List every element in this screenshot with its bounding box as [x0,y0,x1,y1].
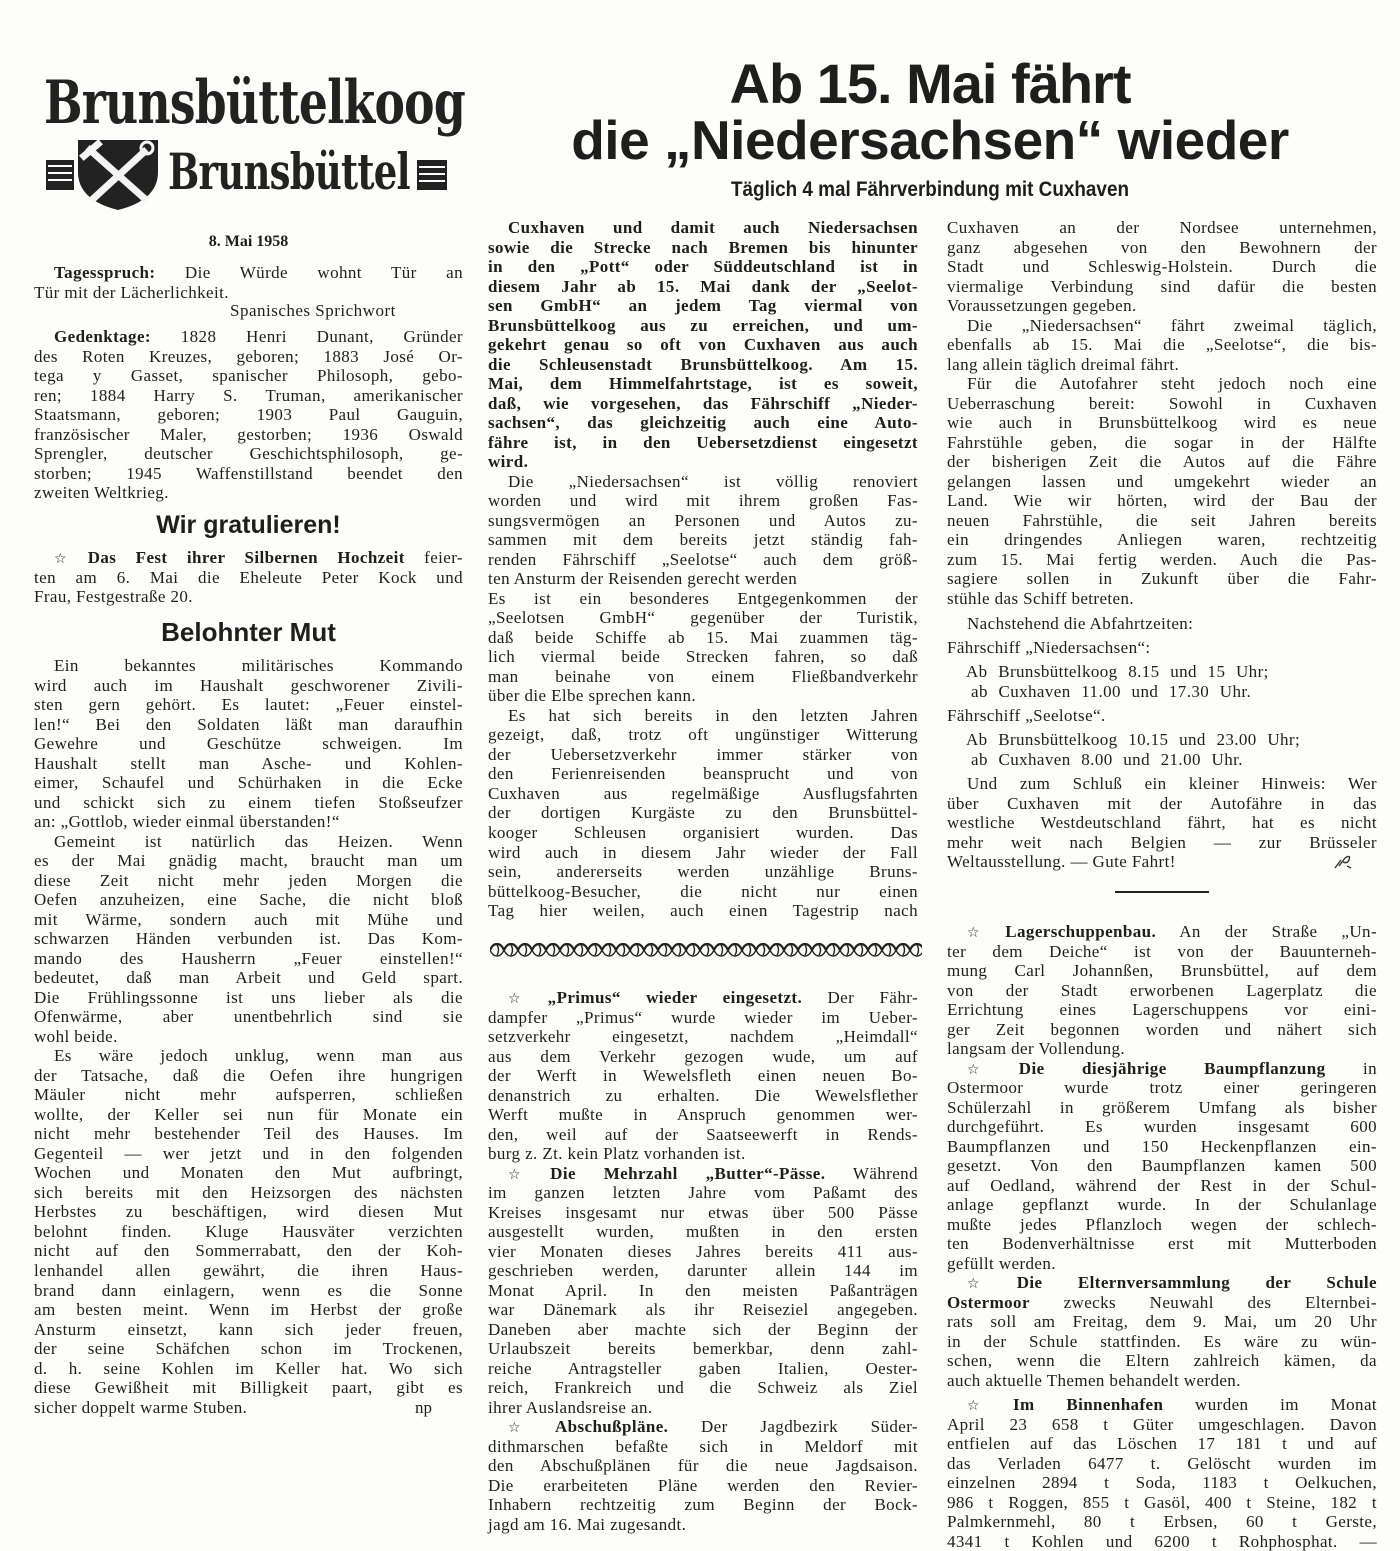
text-line: aus dem Verkehr gezogen wude, um auf [488,1046,918,1066]
text-line: Die „Niedersachsen“ ist völlig renoviert [508,471,918,491]
text-line: büttelkoog-Besucher, die nicht nur einen [488,881,918,901]
author-initials: np [415,1398,432,1417]
paragraph [947,218,1377,316]
text-line: Sprengler, deutscher Geschichtsphilosoph, ge- [34,444,463,464]
article-niedersachsen-body [488,218,918,921]
text-line: nicht auf den Sommerrabatt, den der Koh- [34,1241,463,1261]
text-line: Tür mit der Lächerlichkeit. [34,282,229,302]
text-line: Inhabern rechtzeitig zum Beginn der Bock- [488,1495,918,1515]
text-line: renden Fährschiff „Seelotse“ auch dem größ- [488,549,918,569]
news-binnenhafen [947,1395,1377,1551]
text-line: schen, wenn die Eltern zahlreich kämen, da [947,1351,1377,1371]
masthead-title-brunsbuettelkoog: Brunsbüttelkoog [44,68,465,138]
text-line: Fahrstühle geben, die sogar in der Hälfte [947,432,1377,452]
text-line: Ofenwärme, aber unentbehrlich sind sie [34,1007,463,1027]
text-line: Daneben aber machte sich der Beginn der [488,1319,918,1339]
text-line: über die Elbe sprechen kann. [488,686,697,706]
author-signum-icon [1333,852,1355,872]
masthead-title-brunsbuettel: Brunsbüttel [168,142,410,201]
paragraph [34,1046,463,1417]
text-line: Es wäre jedoch unklug, wenn man aus [54,1046,463,1066]
text-line: diese Zeit nicht mehr jeden Morgen die [34,870,463,890]
text-line: ten am 6. Mai die Eheleute Peter Kock und [34,567,463,587]
text-line: von der Stadt erworbenen Lagerplatz die [947,980,1377,1000]
text-line: mehr weit nach Belgien — zur Brüsseler [947,832,1377,852]
text-line: daß beide Schiffe ab 15. Mai zuammen täg- [488,627,918,647]
text-line [488,1164,918,1184]
text-line: Es hat sich bereits in den letzten Jahren [508,705,918,725]
text-line: Stadt und Schleswig-Holstein. Durch die [947,257,1377,277]
masthead [40,60,465,220]
line-text: feier- [404,548,463,567]
text-line [947,922,1377,942]
text-line: zweiten Weltkrieg. [34,483,169,503]
section-rule [1115,891,1209,893]
text-line: Herbstes zu beschäftigen, wird diesen Mut [34,1202,463,1222]
text-line: und schickt sich zu einem tiefen Stoßseufzer [34,792,463,812]
section-heading-congratulations: Wir gratulieren! [156,511,341,539]
paragraph [947,316,1377,375]
star-bullet-icon: ☆ [508,1420,549,1437]
quote-attribution: Spanisches Sprichwort [230,301,396,320]
text-line: wie auch in Brunsbüttelkoog wird es neue [947,413,1377,433]
star-bullet-icon: ☆ [54,551,82,567]
text-line: sagiere sollen in Zukunft über die Fahr- [947,569,1377,589]
schedule-ship1-cuxhaven: ab Cuxhaven 11.00 und 17.30 Uhr. [971,682,1252,701]
text-line: bedeutet, daß man Arbeit und Geld spart. [34,968,463,988]
text-line: Ostermoor wurde trotz einer geringeren [947,1078,1377,1098]
text-line: belohnt finden. Kluge Hausväter verzichten [34,1221,463,1241]
star-bullet-icon: ☆ [508,1166,545,1183]
text-line: gekehrt genau so oft von Cuxhaven aus auch [488,335,918,355]
star-bullet-icon: ☆ [967,925,1000,941]
star-bullet-icon: ☆ [967,1276,1011,1293]
schedule-ship2-cuxhaven: ab Cuxhaven 8.00 und 21.00 Uhr. [971,750,1243,769]
bold-lead-in: Das Fest ihrer Silbernen Hochzeit [87,548,405,567]
text-line: wird auch in diesem Jahr wieder der Fall [488,842,918,862]
text-line: Gewehre und Geschütze schweigen. Im [34,734,463,754]
text-line: Wochen und Monaten den Mut aufbringt, [34,1163,463,1183]
text-line: ten Ansturm der Reisenden gerecht werden [488,569,798,589]
text-line: auch aktuelle Themen behandelt werden. [947,1370,1241,1390]
text-line: an: „Gottlob, wieder einmal überstanden!“ [34,812,340,832]
line-text: wurden im Monat [1163,1395,1378,1414]
text-line: eimer, Schaufel und Schürhaken in die Ecke [34,773,463,793]
text-line: lang allein täglich dreimal fährt. [947,354,1180,374]
text-line: diesem Jahr ab 15. Mai dank der „Seelot- [488,276,918,296]
text-line: Ansturm einsetzt, kann sich jeder freuen, [34,1319,463,1339]
congratulations-item [34,548,463,607]
text-line: diese Gewißheit mit Billigkeit paart, gibt es [34,1378,463,1398]
coat-of-arms-icon [40,132,170,212]
text-line: fähre ist, in den Uebersetzdienst eingesetzt [488,432,918,452]
paragraph [488,589,918,706]
local-news-right [947,922,1377,1390]
text-line: stühle das Schiff betreten. [947,588,1135,608]
line-text: 1828 Henri Dunant, Gründer [150,327,463,346]
text-line: ten Bodenverhältnisse erst mit Mutterboden [947,1234,1377,1254]
text-line: der bisherigen Zeit die Autos auf die Fähre [947,452,1377,472]
text-line: den Ferienreisenden beansprucht und von [488,764,918,784]
text-line [488,1417,918,1437]
text-line: den, weil auf der Saatseewerft in Rends- [488,1124,918,1144]
schedule-ship1-brunsbuettelkoog: Ab Brunsbüttelkoog 8.15 und 15 Uhr; [966,662,1269,681]
text-line: sowie die Strecke nach Bremen bis hinunter [488,237,918,257]
text-line: ren; 1884 Harry S. Truman, amerikanischer [34,385,463,405]
text-line: den Abschußplänen für die neue Jagdsaison. [488,1456,918,1476]
text-line: reiche Antragsteller gaben Italien, Oester- [488,1358,918,1378]
text-line: der dortigen Kurgäste zu den Brunsbüttel- [488,803,918,823]
text-line: es der Mai gnädig macht, braucht man um [34,851,463,871]
text-line: mung Carl Johannßen, Brunsbüttel, auf dem [947,961,1377,981]
text-line: burg z. Zt. kein Platz vorhanden ist. [488,1144,746,1164]
text-line: Cuxhaven an der Nordsee unternehmen, [947,218,1377,237]
text-line: ihrer Auslandsreise an. [488,1397,653,1417]
text-line: sein, andererseits werden unzählige Bruns- [488,862,918,882]
paragraph [34,263,463,302]
text-line: brand dann einlagern, wenn es die Sonne [34,1280,463,1300]
article-belohnter-mut [34,656,463,1417]
paragraph [947,774,1377,872]
text-line: Voraussetzungen gegeben. [947,296,1137,316]
text-line: gesetzt. Von den Baumpflanzen kamen 500 [947,1156,1377,1176]
text-line: mando des Hausherrn „Feuer einstellen!“ [34,948,463,968]
text-line: wird. [488,452,529,472]
text-line: lenhandel allen gewährt, die ihren Haus- [34,1260,463,1280]
bold-lead-in: Die Mehrzahl „Butter“-Pässe. [550,1163,826,1183]
text-line: mit Wärme, sondern auch mit Mühe und [34,909,463,929]
text-line: war Dänemark als ihr Reiseziel angegeben. [488,1300,918,1320]
text-line: Haushalt stellt man Asche- und Kohlen- [34,753,463,773]
bold-lead-in: Im Binnenhafen [1013,1395,1164,1414]
text-line: die Schleusenstadt Brunsbüttelkoog. Am 15. [488,354,918,374]
text-line: wohl beide. [34,1026,118,1046]
text-line: Schülerzahl in größerem Umfang als bisher [947,1097,1377,1117]
text-line [488,988,918,1008]
schedule-ship2-brunsbuettelkoog: Ab Brunsbüttelkoog 10.15 und 23.00 Uhr; [966,730,1301,749]
text-line: ter dem Deiche“ ist von der Bauunterneh- [947,941,1377,961]
text-line: schwarzen Händen verbunden ist. Das Kom- [34,929,463,949]
text-line [947,1293,1377,1313]
text-line: „Seelotsen GmbH“ gegenüber der Turistik, [488,608,918,628]
text-line: sungsvermögen an Personen und Autos zu- [488,510,918,530]
text-line: Frau, Festgestraße 20. [34,587,193,607]
text-line: gezeigt, daß, trotz oft ungünstiger Witterung [488,725,918,745]
text-line: Werft mußte in Anspruch genommen wer- [488,1105,918,1125]
text-line: wird auch im Haushalt geschworener Zivili- [34,675,463,695]
text-line: reich, Frankreich und die Schweiz als Ziel [488,1378,918,1398]
paragraph [488,988,918,1164]
text-line: gelangen lassen und umgekehrt wieder an [947,471,1377,491]
text-line: sicher doppelt warme Stuben. [34,1397,248,1417]
text-line: der Uebersetzverkehr immer stärker von [488,744,918,764]
text-line [947,1273,1377,1293]
text-line [34,327,463,347]
text-line: Kreises insgesamt nur etwas über 500 Pässe [488,1202,918,1222]
paragraph [488,472,918,589]
text-line: daß, wie vorgesehen, das Fährschiff „Nieder- [488,393,918,413]
paragraph [34,832,463,1047]
text-line: Cuxhaven und damit auch Niedersachsen [508,218,918,237]
text-line: sachsen“, das gleichzeitig auch eine Auto- [488,413,918,433]
daily-quote [34,263,463,302]
text-line: Und zum Schluß ein kleiner Hinweis: Wer [967,774,1377,793]
text-line: worden und wird mit ihrem großen Fas- [488,491,918,511]
text-line: jagd am 16. Mai zugesandt. [488,1514,687,1534]
text-line: Die erarbeiteten Pläne werden den Revier- [488,1475,918,1495]
text-line: neuen Fahrstühle, die seit Jahren bereits [947,510,1377,530]
line-text: in [1325,1058,1377,1078]
paragraph [947,1059,1377,1274]
schedule-intro: Nachstehend die Abfahrtzeiten: [967,614,1194,633]
text-line: ein dringendes Anliegen waren, rechtzeitig [947,530,1377,550]
star-bullet-icon: ☆ [508,991,542,1007]
line-text: Der Jagdbezirk Süder- [668,1417,918,1437]
text-line: Mai, dem Himmelfahrtstage, ist es soweit, [488,374,918,394]
text-line: Palmkernmehl, 80 t Erbsen, 60 t Gerste, [947,1512,1377,1532]
main-headline-line-1: Ab 15. Mai fährt [729,52,1131,115]
bold-lead-in: Ostermoor [947,1292,1030,1312]
text-line: auf Oedland, während der Rest in der Schul- [947,1175,1377,1195]
issue-date: 8. Mai 1958 [208,233,289,250]
paragraph [947,1395,1377,1551]
text-line: dampfer „Primus“ wurde wieder im Ueber- [488,1007,918,1027]
text-line: über Cuxhaven mit der Autofähre in das [947,793,1377,813]
text-line: sich bereits mit den Heizsorgen des nächsten [34,1182,463,1202]
text-line: 986 t Roggen, 855 t Gasöl, 400 t Steine, 182 t [947,1492,1377,1512]
text-line: westliche Westdeutschland fährt, hat es nicht [947,813,1377,833]
ornamental-divider [490,941,922,959]
text-line: der seine Schäfchen schon im Trockenen, [34,1339,463,1359]
text-line: gefüllt werden. [947,1253,1056,1273]
text-line: Ein bekanntes militärisches Kommando [54,656,463,675]
text-line: Weltausstellung. — Gute Fahrt! [947,852,1176,872]
text-line: Errichtung eines Lagerschuppens vor eini- [947,1000,1377,1020]
line-text: zwecks Neuwahl des Elternbei- [1029,1292,1377,1312]
text-line: Monat April. In den meisten Paßanträgen [488,1280,918,1300]
text-line: in der Schule stattfinden. Es wäre zu wün- [947,1331,1377,1351]
text-line: Gemeint ist natürlich das Heizen. Wenn [54,831,463,851]
paragraph [488,706,918,921]
text-line: anlage gepflanzt wurde. In der Schulanlage [947,1195,1377,1215]
text-line: Ueberraschung bereit: Sowohl in Cuxhaven [947,393,1377,413]
paragraph [34,656,463,832]
text-line: ger Zeit begonnen worden und nähert sich [947,1019,1377,1039]
text-line: zum 15. Mai fertig werden. Auch die Pas- [947,549,1377,569]
text-line: der Werft in Wewelsfleth einen neuen Bo- [488,1066,918,1086]
text-line: sen GmbH“ an jedem Tag viermal von [488,296,918,316]
local-news-middle [488,988,918,1534]
paragraph [34,327,463,503]
text-line: lich viermal beide Strecken fahren, so daß [488,647,918,667]
text-line: Staatsmann, geboren; 1903 Paul Gauguin, [34,405,463,425]
text-line [34,263,463,283]
text-line: Mäuler nicht mehr aufsperren, schließen [34,1085,463,1105]
text-line: tega y Gasset, spanischer Philosoph, gebo- [34,366,463,386]
text-line: vier Monaten dieses Jahres bereits 411 aus- [488,1241,918,1261]
text-line: Land. Wie wir hörten, wird der Bau der [947,491,1377,511]
paragraph [488,218,918,472]
line-text: Während [825,1163,918,1183]
text-line: denanstrich zu erhalten. Die Wewelsflether [488,1085,918,1105]
text-line: man beinahe von einem Fließbandverkehr [488,666,918,686]
bold-lead-in: Die diesjährige Baumpflanzung [1018,1058,1326,1078]
text-line: Cuxhaven aus regelmäßige Ausflugsfahrten [488,783,918,803]
text-line: d. h. seine Kohlen im Keller hat. Wo sich [34,1358,463,1378]
article-closing-note [947,774,1377,872]
paragraph [34,548,463,607]
text-line: entfielen auf das Löschen 17 181 t und auf [947,1434,1377,1454]
text-line: Urlaubszeit bereits bemerkbar, denn zahl- [488,1339,918,1359]
text-line: langsam der Vollendung. [947,1039,1126,1059]
text-line: einzelnen 2894 t Soda, 1183 t Oelkuchen, [947,1473,1377,1493]
paragraph [947,1273,1377,1390]
paragraph [488,1164,918,1418]
text-line: Oefen anzuheizen, eine Sache, die nicht bloß [34,890,463,910]
text-line: dithmarschen befaßte sich in Meldorf mit [488,1436,918,1456]
text-line: len!“ Bei den Soldaten läßt man daraufhin [34,714,463,734]
text-line: 4341 t Kohlen und 6200 t Rohphosphat. — [947,1531,1377,1551]
text-line: sammen mit dem bereits jetzt ständig fah- [488,530,918,550]
text-line: durchgeführt. Es wurden insgesamt 600 [947,1117,1377,1137]
text-line [947,1395,1377,1415]
schedule-ship-niedersachsen: Fährschiff „Niedersachsen“: [947,638,1151,657]
text-line [34,548,463,568]
text-line: ebenfalls ab 15. Mai die „Seelotse“, die bis- [947,335,1377,355]
text-line: wollte, der Keller sei nun für Monate ein [34,1104,463,1124]
star-bullet-icon: ☆ [967,1061,1013,1078]
paragraph [947,374,1377,608]
text-line: nicht mehr bestehender Teil des Hauses. Im [34,1124,463,1144]
text-line: Die Frühlingssonne ist uns lieber als die [34,987,463,1007]
text-line: Es ist ein besonderes Entgegenkommen der [488,588,918,608]
line-text: Der Fähr- [802,988,919,1007]
text-line [947,1059,1377,1079]
text-line: Für die Autofahrer steht jedoch noch eine [967,374,1377,394]
bold-lead-in: Tagesspruch: [54,263,156,282]
bold-lead-in: Die Elternversammlung der Schule [1016,1273,1377,1293]
text-line: in den „Pott“ oder Süddeutschland ist in [488,257,918,277]
text-line: Die „Niedersachsen“ fährt zweimal täglich, [967,315,1377,335]
paragraph [947,922,1377,1059]
text-line: ausgestellt wurden, mußten in den ersten [488,1222,918,1242]
text-line: Tag hier weilen, auch einen Tagestrip nach [488,901,918,921]
line-text: Die Würde wohnt Tür an [155,263,463,282]
bold-lead-in: Abschußpläne. [554,1417,669,1437]
paragraph [488,1417,918,1534]
text-line: kooger Schleusen organisiert wurden. Das [488,822,918,842]
text-line: sten gern gehört. Es lautet: „Feuer einstel- [34,695,463,715]
text-line: Brunsbüttelkoog aus zu erreichen, und um- [488,315,918,335]
text-line: April 23 658 t Güter umgeschlagen. Davon [947,1414,1377,1434]
main-headline-line-2: die „Niedersachsen“ wieder [571,109,1289,171]
headline-subtitle: Täglich 4 mal Fährverbindung mit Cuxhaven [730,178,1130,201]
article-niedersachsen-continued [947,218,1377,608]
text-line: mußte jedes Pflanzloch wegen der schlech- [947,1214,1377,1234]
text-line: am besten meint. Wenn im Herbst der große [34,1300,463,1320]
text-line: geschrieben werden, darunter allein 144 im [488,1261,918,1281]
anniversaries [34,327,463,503]
text-line: viermalige Verbindung sind dafür die besten [947,276,1377,296]
banner-ribbon-icon [417,160,449,192]
text-line: rats soll am Freitag, dem 9. Mai, um 20 Uhr [947,1312,1377,1332]
text-line: Baumpflanzen und 150 Heckenpflanzen ein- [947,1136,1377,1156]
text-line: im ganzen letzten Jahre vom Paßamt des [488,1183,918,1203]
star-bullet-icon: ☆ [967,1398,1008,1414]
line-text: An der Straße „Un- [1156,922,1378,941]
text-line: des Roten Kreuzes, geboren; 1883 José Or- [34,346,463,366]
schedule-ship-seelotse: Fährschiff „Seelotse“. [947,706,1106,725]
text-line: storben; 1945 Waffenstillstand beendet den [34,463,463,483]
text-line: ganz abgesehen von den Bewohnern der [947,237,1377,257]
bold-lead-in: Lagerschuppenbau. [1005,922,1157,941]
article-heading-belohnter-mut: Belohnter Mut [161,617,336,647]
bold-lead-in: „Primus“ wieder eingesetzt. [547,988,803,1007]
text-line: französischer Maler, gestorben; 1936 Oswald [34,424,463,444]
text-line: das Verladen 6477 t. Gelöscht wurden im [947,1453,1377,1473]
text-line: der Tatsache, daß die Oefen ihre hungrigen [34,1065,463,1085]
text-line: setzverkehr eingesetzt, nachdem „Heimdall“ [488,1027,918,1047]
text-line: Gegenteil — wer jetzt und in den folgenden [34,1143,463,1163]
bold-lead-in: Gedenktage: [54,327,151,346]
